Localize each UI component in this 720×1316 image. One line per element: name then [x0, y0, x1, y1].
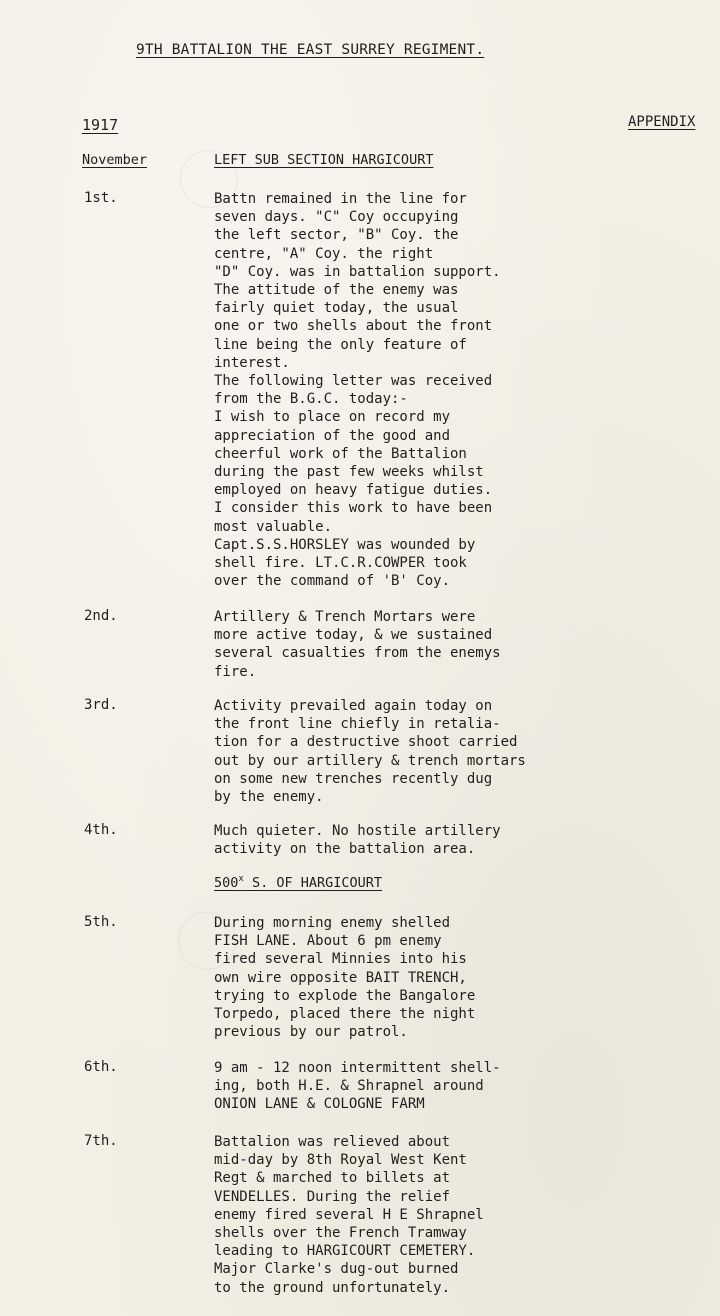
section-heading-suffix: S. OF HARGICOURT — [243, 875, 382, 891]
entry-line: out by our artillery & trench mortars — [214, 752, 526, 769]
entry-line: shells over the French Tramway — [214, 1225, 467, 1242]
entry-line: ing, both H.E. & Shrapnel around — [214, 1078, 484, 1095]
entry-line: centre, "A" Coy. the right — [214, 245, 434, 262]
entry-line: fairly quiet today, the usual — [214, 300, 459, 317]
entry-line: tion for a destructive shoot carried — [214, 734, 518, 751]
entry-line: I wish to place on record my — [214, 409, 451, 426]
entry-line: Activity prevailed again today on — [214, 698, 493, 714]
entry-text — [214, 697, 714, 806]
entry-line: activity on the battalion area. — [214, 841, 476, 858]
section-heading-superscript: x — [238, 874, 244, 884]
entry-line: to the ground unfortunately. — [214, 1279, 451, 1296]
entry-line: seven days. "C" Coy occupying — [214, 209, 459, 226]
entry-line: enemy fired several H E Shrapnel — [214, 1206, 484, 1223]
entry-line: 9 am - 12 noon intermittent shell- — [214, 1060, 501, 1076]
entry-line: most valuable. — [214, 518, 333, 535]
month-heading: November — [82, 152, 148, 168]
entry-line: The following letter was received — [214, 373, 493, 390]
entry-line: cheerful work of the Battalion — [214, 445, 467, 462]
entry-line: fire. — [214, 663, 257, 680]
entry-line: appreciation of the good and — [214, 427, 451, 444]
entry-line: the left sector, "B" Coy. the — [214, 227, 459, 244]
entry-line: VENDELLES. During the relief — [214, 1188, 451, 1205]
entry-date: 6th. — [84, 1059, 118, 1075]
entry-line: "D" Coy. was in battalion support. — [214, 263, 501, 280]
entry-text — [214, 190, 714, 590]
entry-date: 2nd. — [84, 608, 118, 624]
entry-line: over the command of 'B' Coy. — [214, 573, 451, 590]
entry-text — [214, 914, 714, 1041]
entry-line: from the B.G.C. today:- — [214, 391, 408, 408]
entry-date: 4th. — [84, 822, 118, 838]
entry-line: own wire opposite BAIT TRENCH, — [214, 969, 467, 986]
entry-line: several casualties from the enemys — [214, 645, 501, 662]
entry-line: FISH LANE. About 6 pm enemy — [214, 933, 442, 950]
entry-date: 3rd. — [84, 697, 118, 713]
year-heading: 1917 — [82, 116, 119, 134]
entry-line: During morning enemy shelled — [214, 915, 451, 931]
entry-line: trying to explode the Bangalore — [214, 987, 476, 1004]
entry-line: leading to HARGICOURT CEMETERY. — [214, 1243, 476, 1260]
entry-line: Regt & marched to billets at — [214, 1170, 451, 1187]
entry-line: previous by our patrol. — [214, 1024, 408, 1041]
entry-date: 7th. — [84, 1133, 118, 1149]
entry-text — [214, 1059, 714, 1114]
entry-line: the front line chiefly in retalia- — [214, 716, 501, 733]
appendix-label: APPENDIX — [628, 114, 696, 130]
section-heading-south-of-hargicourt — [214, 874, 382, 891]
entry-line: Much quieter. No hostile artillery — [214, 823, 501, 839]
document-title: 9TH BATTALION THE EAST SURREY REGIMENT. — [136, 42, 485, 58]
entry-date: 1st. — [84, 190, 118, 206]
entry-line: by the enemy. — [214, 789, 324, 806]
entry-line: mid-day by 8th Royal West Kent — [214, 1152, 467, 1169]
entry-line: employed on heavy fatigue duties. — [214, 482, 493, 499]
entry-line: line being the only feature of — [214, 336, 467, 353]
entry-line: Major Clarke's dug-out burned — [214, 1261, 459, 1278]
entry-text — [214, 608, 714, 681]
entry-line: Torpedo, placed there the night — [214, 1006, 476, 1023]
entry-line: Capt.S.S.HORSLEY was wounded by — [214, 536, 476, 553]
entry-line: on some new trenches recently dug — [214, 770, 493, 787]
entry-line: Battalion was relieved about — [214, 1134, 451, 1150]
entry-date: 5th. — [84, 914, 118, 930]
section-heading-left-sub-section — [214, 152, 433, 168]
entry-line: Battn remained in the line for — [214, 191, 467, 207]
entry-text — [214, 1133, 714, 1297]
entry-line: shell fire. LT.C.R.COWPER took — [214, 555, 467, 572]
section-heading-prefix: 500 — [214, 875, 239, 891]
entry-line: ONION LANE & COLOGNE FARM — [214, 1096, 425, 1113]
entry-text — [214, 822, 714, 858]
entry-line: interest. — [214, 354, 290, 371]
entry-line: more active today, & we sustained — [214, 627, 493, 644]
entry-line: fired several Minnies into his — [214, 951, 467, 968]
entry-line: Artillery & Trench Mortars were — [214, 609, 476, 625]
entry-line: one or two shells about the front — [214, 318, 493, 335]
section-heading-text: LEFT SUB SECTION HARGICOURT — [214, 152, 434, 168]
entry-line: I consider this work to have been — [214, 500, 493, 517]
entry-line: The attitude of the enemy was — [214, 282, 459, 299]
entry-line: during the past few weeks whilst — [214, 464, 484, 481]
